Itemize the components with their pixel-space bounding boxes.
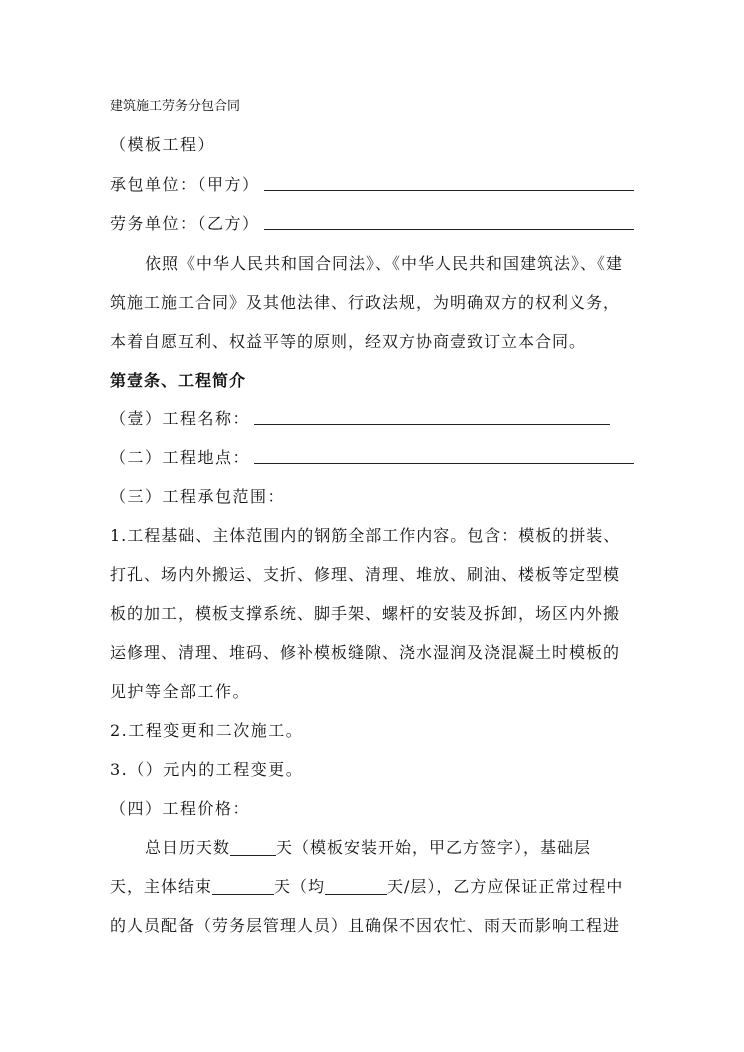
scope-item-1-line-5: 见护等全部工作。	[110, 682, 251, 701]
schedule-line-1	[145, 840, 591, 856]
article-1-heading: 第壹条、工程简介	[110, 371, 247, 390]
preamble-line-1: 依照《中华人民共和国合同法》、《中华人民共和国建筑法》、《建	[145, 254, 624, 273]
schedule-line-3: 的人员配备（劳务层管理人员）且确保不因农忙、雨天而影响工程进	[110, 916, 621, 935]
schedule-line-2-b: 天（均	[274, 877, 326, 896]
party-a-row	[110, 177, 634, 193]
party-b-label: 劳务单位：（乙方）	[110, 214, 260, 233]
scope-item-2: 2.工程变更和二次施工。	[110, 721, 304, 740]
party-b-blank	[264, 228, 634, 230]
per-floor-days-blank	[325, 880, 387, 895]
project-location-row	[110, 450, 634, 466]
schedule-total-days-label: 总日历天数	[145, 838, 231, 857]
scope-item-3: 3.（）元内的工程变更。	[110, 760, 304, 779]
scope-item-1-line-4: 运修理、清理、堆码、修补模板缝隙、浇水湿润及浇混凝土时模板的	[110, 643, 621, 662]
schedule-line-2	[110, 879, 623, 895]
project-name-blank	[254, 423, 610, 425]
main-structure-days-blank	[212, 880, 274, 895]
scope-item-1-line-2: 打孔、场内外搬运、支折、修理、清理、堆放、刷油、楼板等定型模	[110, 565, 621, 584]
scope-label: （三）工程承包范围：	[110, 487, 286, 506]
total-days-blank	[230, 841, 276, 856]
party-b-row	[110, 216, 634, 232]
scope-item-1-line-1: 1.工程基础、主体范围内的钢筋全部工作内容。包含：模板的拼装、	[110, 526, 621, 545]
schedule-line-1-rest: 天（模板安装开始，甲乙方签字），基础层	[276, 838, 592, 857]
project-name-label: （壹）工程名称：	[110, 409, 251, 428]
scope-item-1-line-3: 板的加工，模板支撑系统、脚手架、螺杆的安装及拆卸，场区内外搬	[110, 604, 621, 623]
project-name-row	[110, 411, 610, 427]
schedule-line-2-c: 天/层），乙方应保证正常过程中	[387, 877, 624, 896]
document-subtitle: （模板工程）	[110, 135, 216, 154]
preamble-line-2: 筑施工施工合同》及其他法律、行政法规，为明确双方的权利义务，	[110, 293, 621, 312]
project-location-blank	[254, 462, 634, 464]
party-a-label: 承包单位：（甲方）	[110, 175, 260, 194]
price-label: （四）工程价格：	[110, 799, 251, 818]
preamble-line-3: 本着自愿互利、权益平等的原则，经双方协商壹致订立本合同。	[110, 332, 587, 351]
document-title: 建筑施工劳务分包合同	[110, 99, 241, 114]
project-location-label: （二）工程地点：	[110, 448, 251, 467]
party-a-blank	[264, 189, 634, 191]
schedule-line-2-a: 天，主体结束	[110, 877, 213, 896]
